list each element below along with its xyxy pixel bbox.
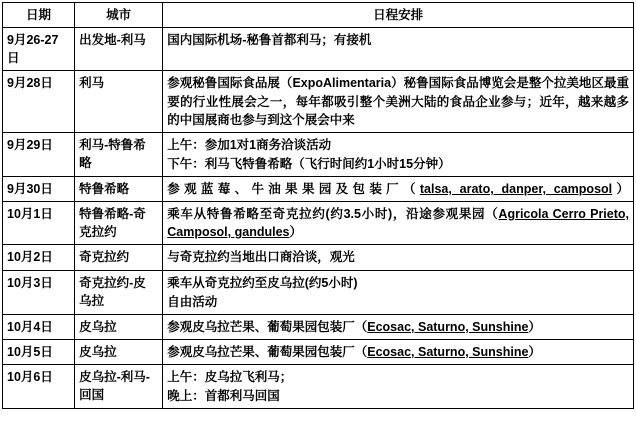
- cell-schedule: [163, 365, 634, 409]
- cell-date: 10月4日: [3, 314, 75, 339]
- table-row: [3, 71, 634, 132]
- schedule-text-tail: ）: [612, 182, 629, 196]
- cell-date: 10月2日: [3, 245, 75, 270]
- table-row: [3, 132, 634, 176]
- cell-schedule: [163, 245, 634, 270]
- column-header-city: 城市: [75, 3, 163, 28]
- cell-date: 10月1日: [3, 202, 75, 245]
- schedule-company-list: Ecosac, Saturno, Sunshine: [367, 319, 529, 334]
- cell-date: 10月6日: [3, 365, 75, 409]
- schedule-line: 与奇克拉约当地出口商洽谈，观光: [167, 250, 355, 265]
- schedule-company-list: talsa, arato, danper, camposol: [419, 182, 613, 196]
- cell-schedule: [163, 314, 634, 339]
- cell-city: 特鲁希略: [75, 177, 163, 202]
- cell-date: 9月29日: [3, 132, 75, 176]
- table-row: [3, 245, 634, 270]
- table-header-row: [3, 3, 634, 28]
- cell-city: 奇克拉约: [75, 245, 163, 270]
- schedule-line: 参观皮乌拉芒果、葡萄果园包装厂（Ecosac, Saturno, Sunshine）: [167, 319, 541, 334]
- table-row: [3, 339, 634, 364]
- schedule-line: 自由活动: [167, 294, 218, 309]
- cell-date: 9月30日: [3, 177, 75, 202]
- table-header: [3, 3, 634, 28]
- table-row: [3, 177, 634, 202]
- itinerary-document: [0, 2, 636, 447]
- schedule-company-list: Agricola Cerro Prieto, Camposol, gandules: [167, 207, 630, 240]
- schedule-line: 乘车从奇克拉约至皮乌拉(约5小时): [167, 275, 358, 290]
- cell-date: 9月26-27日: [3, 28, 75, 71]
- column-header-date: 日期: [3, 3, 75, 28]
- cell-schedule: [163, 132, 634, 176]
- schedule-line: 参观秘鲁国际食品展（ExpoAlimentaria）秘鲁国际食品博览会是整个拉美地区最重要的行业性展会之一，每年都吸引整个美洲大陆的食品企业参与；近年，越来越多的中国展商也参与到这个展会中来: [167, 76, 629, 127]
- cell-schedule: [163, 28, 634, 71]
- cell-schedule: [163, 71, 634, 132]
- schedule-line: 晚上：首都利马回国: [167, 389, 280, 404]
- cell-date: 9月28日: [3, 71, 75, 132]
- cell-schedule: [163, 270, 634, 314]
- table-row: [3, 314, 634, 339]
- cell-city: 奇克拉约-皮乌拉: [75, 270, 163, 314]
- cell-city: 利马-特鲁希略: [75, 132, 163, 176]
- cell-city: 利马: [75, 71, 163, 132]
- schedule-company-list: Ecosac, Saturno, Sunshine: [367, 344, 529, 359]
- schedule-line: 上午：参加1对1商务洽谈活动: [167, 137, 332, 152]
- schedule-line: 上午：皮乌拉飞利马；: [167, 370, 293, 384]
- table-row: [3, 270, 634, 314]
- schedule-line: 参观皮乌拉芒果、葡萄果园包装厂（Ecosac, Saturno, Sunshine）: [167, 344, 541, 359]
- schedule-line: 下午：利马飞特鲁希略（飞行时间约1小时15分钟）: [167, 156, 451, 171]
- table-row: [3, 28, 634, 71]
- table-body: [3, 28, 634, 409]
- cell-city: 出发地-利马: [75, 28, 163, 71]
- cell-city: 皮乌拉: [75, 314, 163, 339]
- schedule-line: 乘车从特鲁希略至奇克拉约(约3.5小时)，沿途参观果园（Agricola Cerro Prieto, Camposol, gandules）: [167, 207, 630, 240]
- schedule-text: 参观蓝莓、牛油果果园及包装厂（: [167, 182, 420, 196]
- cell-city: 皮乌拉-利马-回国: [75, 365, 163, 409]
- cell-city: 特鲁希略-奇克拉约: [75, 202, 163, 245]
- cell-city: 皮乌拉: [75, 339, 163, 364]
- schedule-line: [167, 180, 629, 198]
- itinerary-table: [2, 2, 634, 409]
- column-header-schedule: 日程安排: [163, 3, 634, 28]
- cell-schedule: [163, 202, 634, 245]
- cell-date: 10月5日: [3, 339, 75, 364]
- table-row: [3, 365, 634, 409]
- cell-schedule: [163, 339, 634, 364]
- cell-date: 10月3日: [3, 270, 75, 314]
- cell-schedule: [163, 177, 634, 202]
- table-row: [3, 202, 634, 245]
- schedule-line: 国内国际机场-秘鲁首都利马；有接机: [167, 33, 372, 48]
